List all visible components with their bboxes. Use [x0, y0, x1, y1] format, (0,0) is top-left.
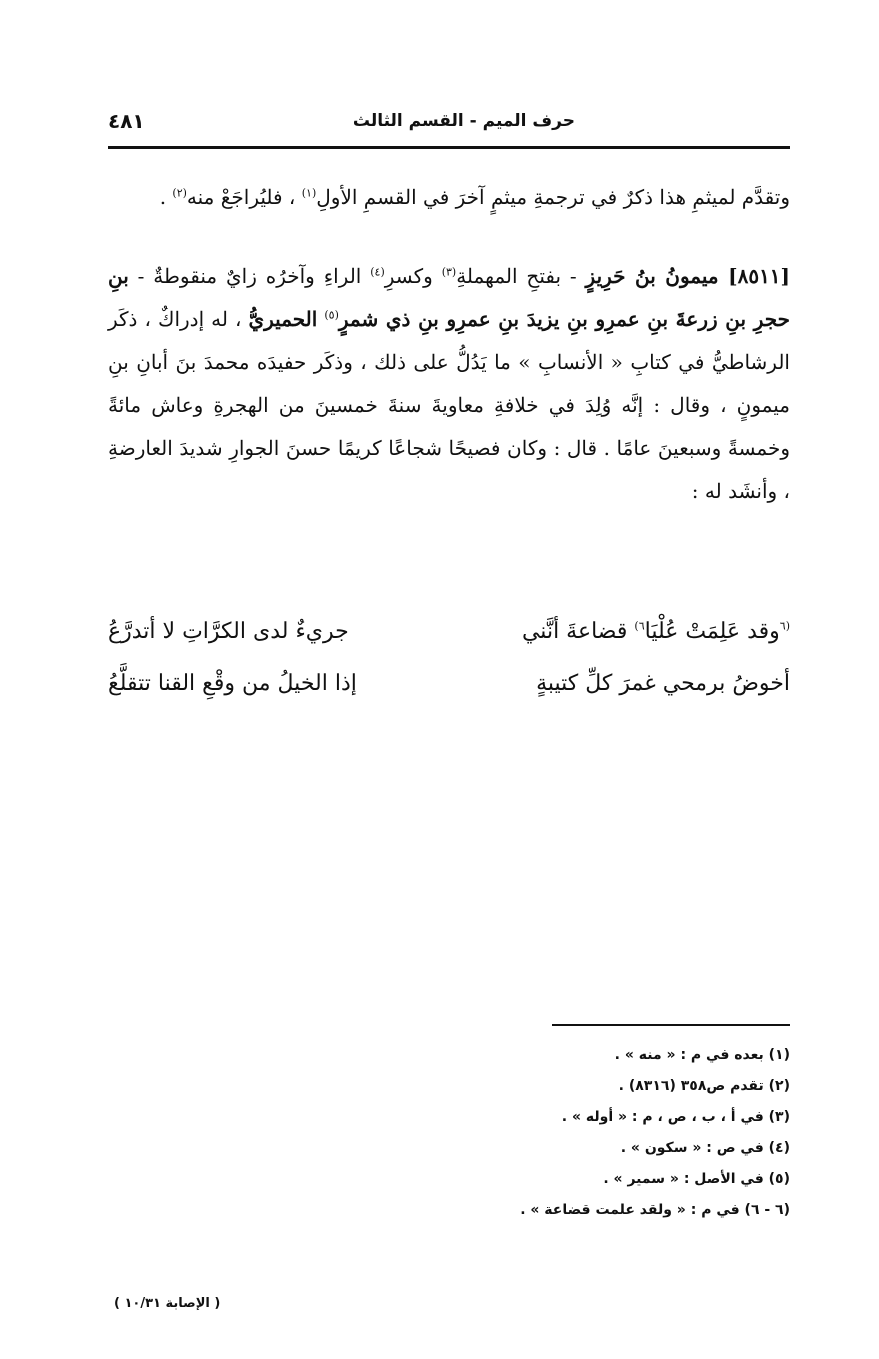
- running-title: حرف الميم - القسم الثالث: [352, 111, 575, 131]
- hemistich-first: [522, 606, 790, 658]
- text-segment: الراءِ وآخرُه زايٌ منقوطةٌ -: [128, 264, 371, 288]
- text-segment: قضاعةَ أنَّني: [521, 619, 635, 644]
- footnotes: [108, 1040, 790, 1226]
- footnote: (١) بعده في م : « منه » .: [614, 1047, 790, 1063]
- poem-verse: [108, 606, 790, 658]
- text-segment: .: [159, 185, 173, 209]
- footnote-marker: (٣): [441, 265, 457, 279]
- footnote: (٤) في ص : « سكون » .: [620, 1140, 790, 1156]
- footnote: (٦ - ٦) في م : « ولقد علمت قضاعة » .: [520, 1202, 790, 1218]
- hemistich-second: جريءٌ لدى الكرَّاتِ لا أتدرَّعُ: [108, 619, 349, 644]
- footnote: (٣) في أ ، ب ، ص ، م : « أوله » .: [561, 1109, 790, 1125]
- footnote-marker: (٤): [370, 265, 385, 279]
- footnote: (٢) تقدم ص٣٥٨ (٨٣١٦) .: [618, 1078, 790, 1094]
- entry-lineage: بنِ حجرِ بنِ زرعةَ بنِ عمرِو بنِ يزيدَ بنِ عمرِو بنِ ذي شمرٍ: [108, 264, 791, 331]
- entry-number: [٨٥١١]: [728, 264, 791, 288]
- footnote-marker: ٦): [634, 619, 645, 633]
- printer-signature: ( الإصابة ١٠/٣١ ): [114, 1296, 221, 1311]
- entry-name: ميمونُ بنُ حَرِيزٍ: [585, 264, 729, 288]
- hemistich-first: أخوضُ برمحي غمرَ كلِّ كتيبةٍ: [536, 671, 790, 696]
- text-segment: وتقدَّم لميثمِ هذا ذكرٌ في ترجمةِ ميثمٍ آخرَ في القسمِ الأولِ: [316, 185, 790, 209]
- text-segment: - بفتحِ المهملةِ: [456, 264, 586, 288]
- text-segment: ، له إدراكٌ ، ذكَر الرشاطيُّ في كتابِ « الأنسابِ » ما يَدُلُّ على ذلك ، وذكَر حفيدَه محمدَ بنَ أبانِ بنِ ميمونٍ ، وقال : إنَّه وُلِدَ في خلافةِ معاويةَ سنةَ خمسينَ من الهجرةِ وعاش مائةً وخمسةً وسبعينَ عامًا . قال : وكان فصيحًا شجاعًا كريمًا حسنَ الجوارِ شديدَ العارضةِ ، وأنشَد له :: [108, 307, 790, 503]
- main-text: [108, 176, 790, 513]
- poem-verse: [108, 658, 790, 710]
- poem: [108, 606, 790, 710]
- footnote-marker: (٢): [172, 186, 187, 200]
- footnote-marker: (١): [301, 186, 317, 200]
- header-rule: [108, 146, 790, 149]
- footnote: (٥) في الأصل : « سمير » .: [603, 1171, 790, 1187]
- footnote-marker: (٦: [779, 619, 790, 633]
- paragraph-entry: [108, 255, 790, 513]
- footnote-rule: [552, 1024, 790, 1026]
- text-segment: ، فليُراجَعْ منه: [186, 185, 302, 209]
- text-segment: وكسرِ: [384, 264, 442, 288]
- paragraph-cross-reference: [108, 176, 790, 219]
- entry-nisba: الحميريُّ: [248, 307, 318, 331]
- hemistich-second: إذا الخيلُ من وقْعِ القنا تتقلَّعُ: [108, 671, 357, 696]
- footnote-marker: (٥): [324, 308, 339, 322]
- page-number: ٤٨١: [108, 109, 145, 133]
- text-segment: وقد عَلِمَتْ عُلْيَا: [644, 619, 780, 644]
- page-header: [108, 104, 790, 138]
